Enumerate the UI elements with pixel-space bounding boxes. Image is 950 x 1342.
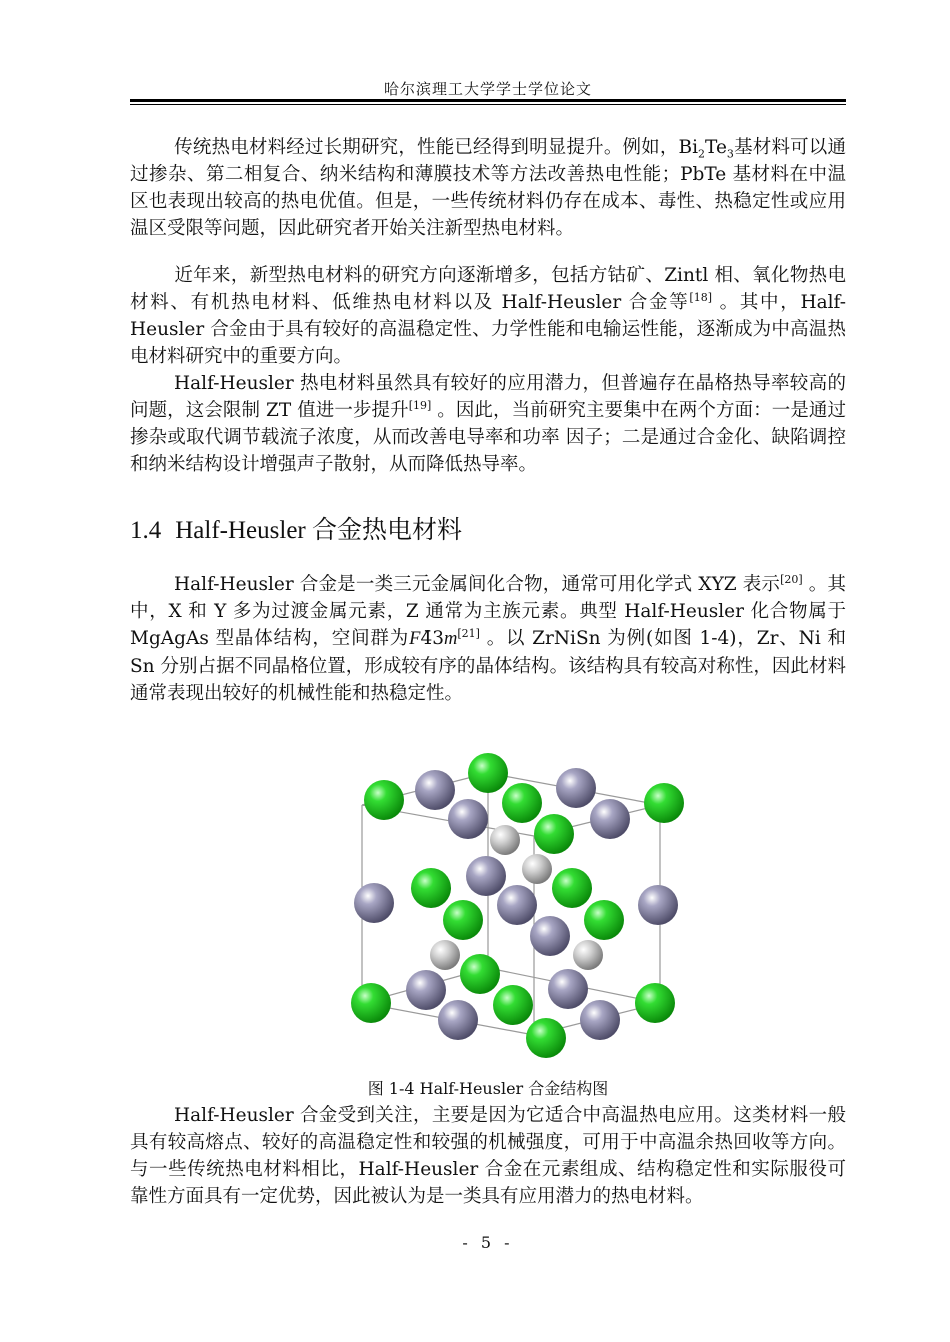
atom-green (364, 780, 404, 820)
atom-purple (530, 916, 570, 956)
p1-text-b: Te (705, 137, 727, 158)
paragraph-5 (130, 1102, 846, 1210)
space-group-f: F (409, 629, 421, 649)
atom-purple (415, 770, 455, 810)
atom-green (411, 868, 451, 908)
atom-green (635, 983, 675, 1023)
citation-18: [18] (689, 290, 713, 304)
p2-text-b: 。其中，Half-Heusler 合金由于具有较好的高温稳定性、力学性能和电输运性能，逐渐成为中高温热电材料研究中的重要方向。 (130, 292, 846, 367)
running-header: 哈尔滨理工大学学士学位论文 (383, 80, 592, 98)
paragraph-3 (130, 370, 846, 478)
atom-green (584, 900, 624, 940)
space-group-m: m (444, 629, 458, 649)
atom-green (502, 783, 542, 823)
section-title: Half-Heusler 合金热电材料 (175, 517, 462, 544)
p1-text-c: 基材料可以通过掺杂、第二相复合、纳米结构和薄膜技术等方法改善热电性能；PbTe 基材料在中温区也表现出较高的热电优值。但是，一些传统材料仍存在成本、毒性、热稳定性或应用温区受限等问题，因此研究者开始关注新型热电材料。 (130, 137, 846, 239)
atom-purple (497, 885, 537, 925)
atom-white (430, 940, 460, 970)
citation-20: [20] (780, 572, 803, 586)
header-rule-thin (130, 104, 846, 105)
atoms (351, 753, 684, 1058)
atom-purple (438, 1000, 478, 1040)
atom-white (573, 940, 603, 970)
space-group-43: 4̄3 (420, 628, 444, 649)
atom-purple (406, 970, 446, 1010)
p4-text-c: 。以 ZrNiSn 为例(如图 1-4)，Zr、Ni 和 Sn 分别占据不同晶格位置，形成较有序的晶体结构。该结构具有较高对称性，因此材料通常表现出较好的机械性能和热稳定性。 (130, 628, 846, 704)
citation-21: [21] (457, 626, 480, 640)
section-number: 1.4 (130, 517, 162, 544)
atom-green (468, 753, 508, 793)
atom-green (526, 1018, 566, 1058)
p5-text: Half-Heusler 合金受到关注，主要是因为它适合中高温热电应用。这类材料一般具有较高熔点、较好的高温稳定性和较强的机械强度，可用于中高温余热回收等方向。与一些传统热电材料相比，Half-Heusler 合金在元素组成、结构稳定性和实际服役可靠性方面具有一定优势，因此被认为是一类具有应用潜力的热电材料。 (130, 1105, 846, 1207)
atom-purple (556, 768, 596, 808)
p3-text-b: 。因此，当前研究主要集中在两个方面：一是通过掺杂或取代调节载流子浓度，从而改善电导率和功率 因子；二是通过合金化、缺陷调控和纳米结构设计增强声子散射，从而降低热导率。 (130, 400, 846, 475)
p2-text-a: 近年来，新型热电材料的研究方向逐渐增多，包括方钴矿、Zintl 相、氧化物热电材料、有机热电材料、低维热电材料以及 Half-Heusler 合金等 (130, 265, 846, 313)
atom-purple (638, 885, 678, 925)
paragraph-1 (130, 134, 846, 242)
atom-purple (466, 856, 506, 896)
paragraph-4 (130, 571, 846, 707)
atom-green (460, 954, 500, 994)
p3-text-a: Half-Heusler 热电材料虽然具有较好的应用潜力，但普遍存在晶格热导率较高的问题，这会限制 ZT 值进一步提升 (130, 373, 846, 421)
atom-green (493, 985, 533, 1025)
paragraph-2 (130, 262, 846, 370)
atom-white (490, 825, 520, 855)
atom-green (534, 814, 574, 854)
citation-19: [19] (408, 398, 432, 412)
atom-green (552, 868, 592, 908)
atom-purple (548, 969, 588, 1009)
atom-purple (354, 883, 394, 923)
p1-text-a: 传统热电材料经过长期研究，性能已经得到明显提升。例如，Bi (174, 137, 699, 158)
header-rule-thick (130, 99, 846, 102)
section-heading (130, 510, 462, 546)
page-number: - 5 - (462, 1233, 514, 1252)
p1-subscript-1: 2 (698, 147, 706, 161)
figure-caption: 图 1-4 Half-Heusler 合金结构图 (367, 1079, 609, 1098)
atom-green (351, 983, 391, 1023)
p4-text-b: 。其中，X 和 Y 多为过渡金属元素，Z 通常为主族元素。典型 Half-Heusler 化合物属于 MgAgAs 型晶体结构，空间群为 (130, 574, 846, 649)
crystal-structure-figure (340, 748, 696, 1068)
atom-white (522, 854, 552, 884)
atom-green (443, 900, 483, 940)
atom-purple (590, 799, 630, 839)
atom-green (644, 783, 684, 823)
atom-purple (580, 1000, 620, 1040)
p4-text-a: Half-Heusler 合金是一类三元金属间化合物，通常可用化学式 XYZ 表示 (174, 574, 781, 595)
atom-purple (448, 799, 488, 839)
p1-subscript-2: 3 (726, 147, 734, 161)
